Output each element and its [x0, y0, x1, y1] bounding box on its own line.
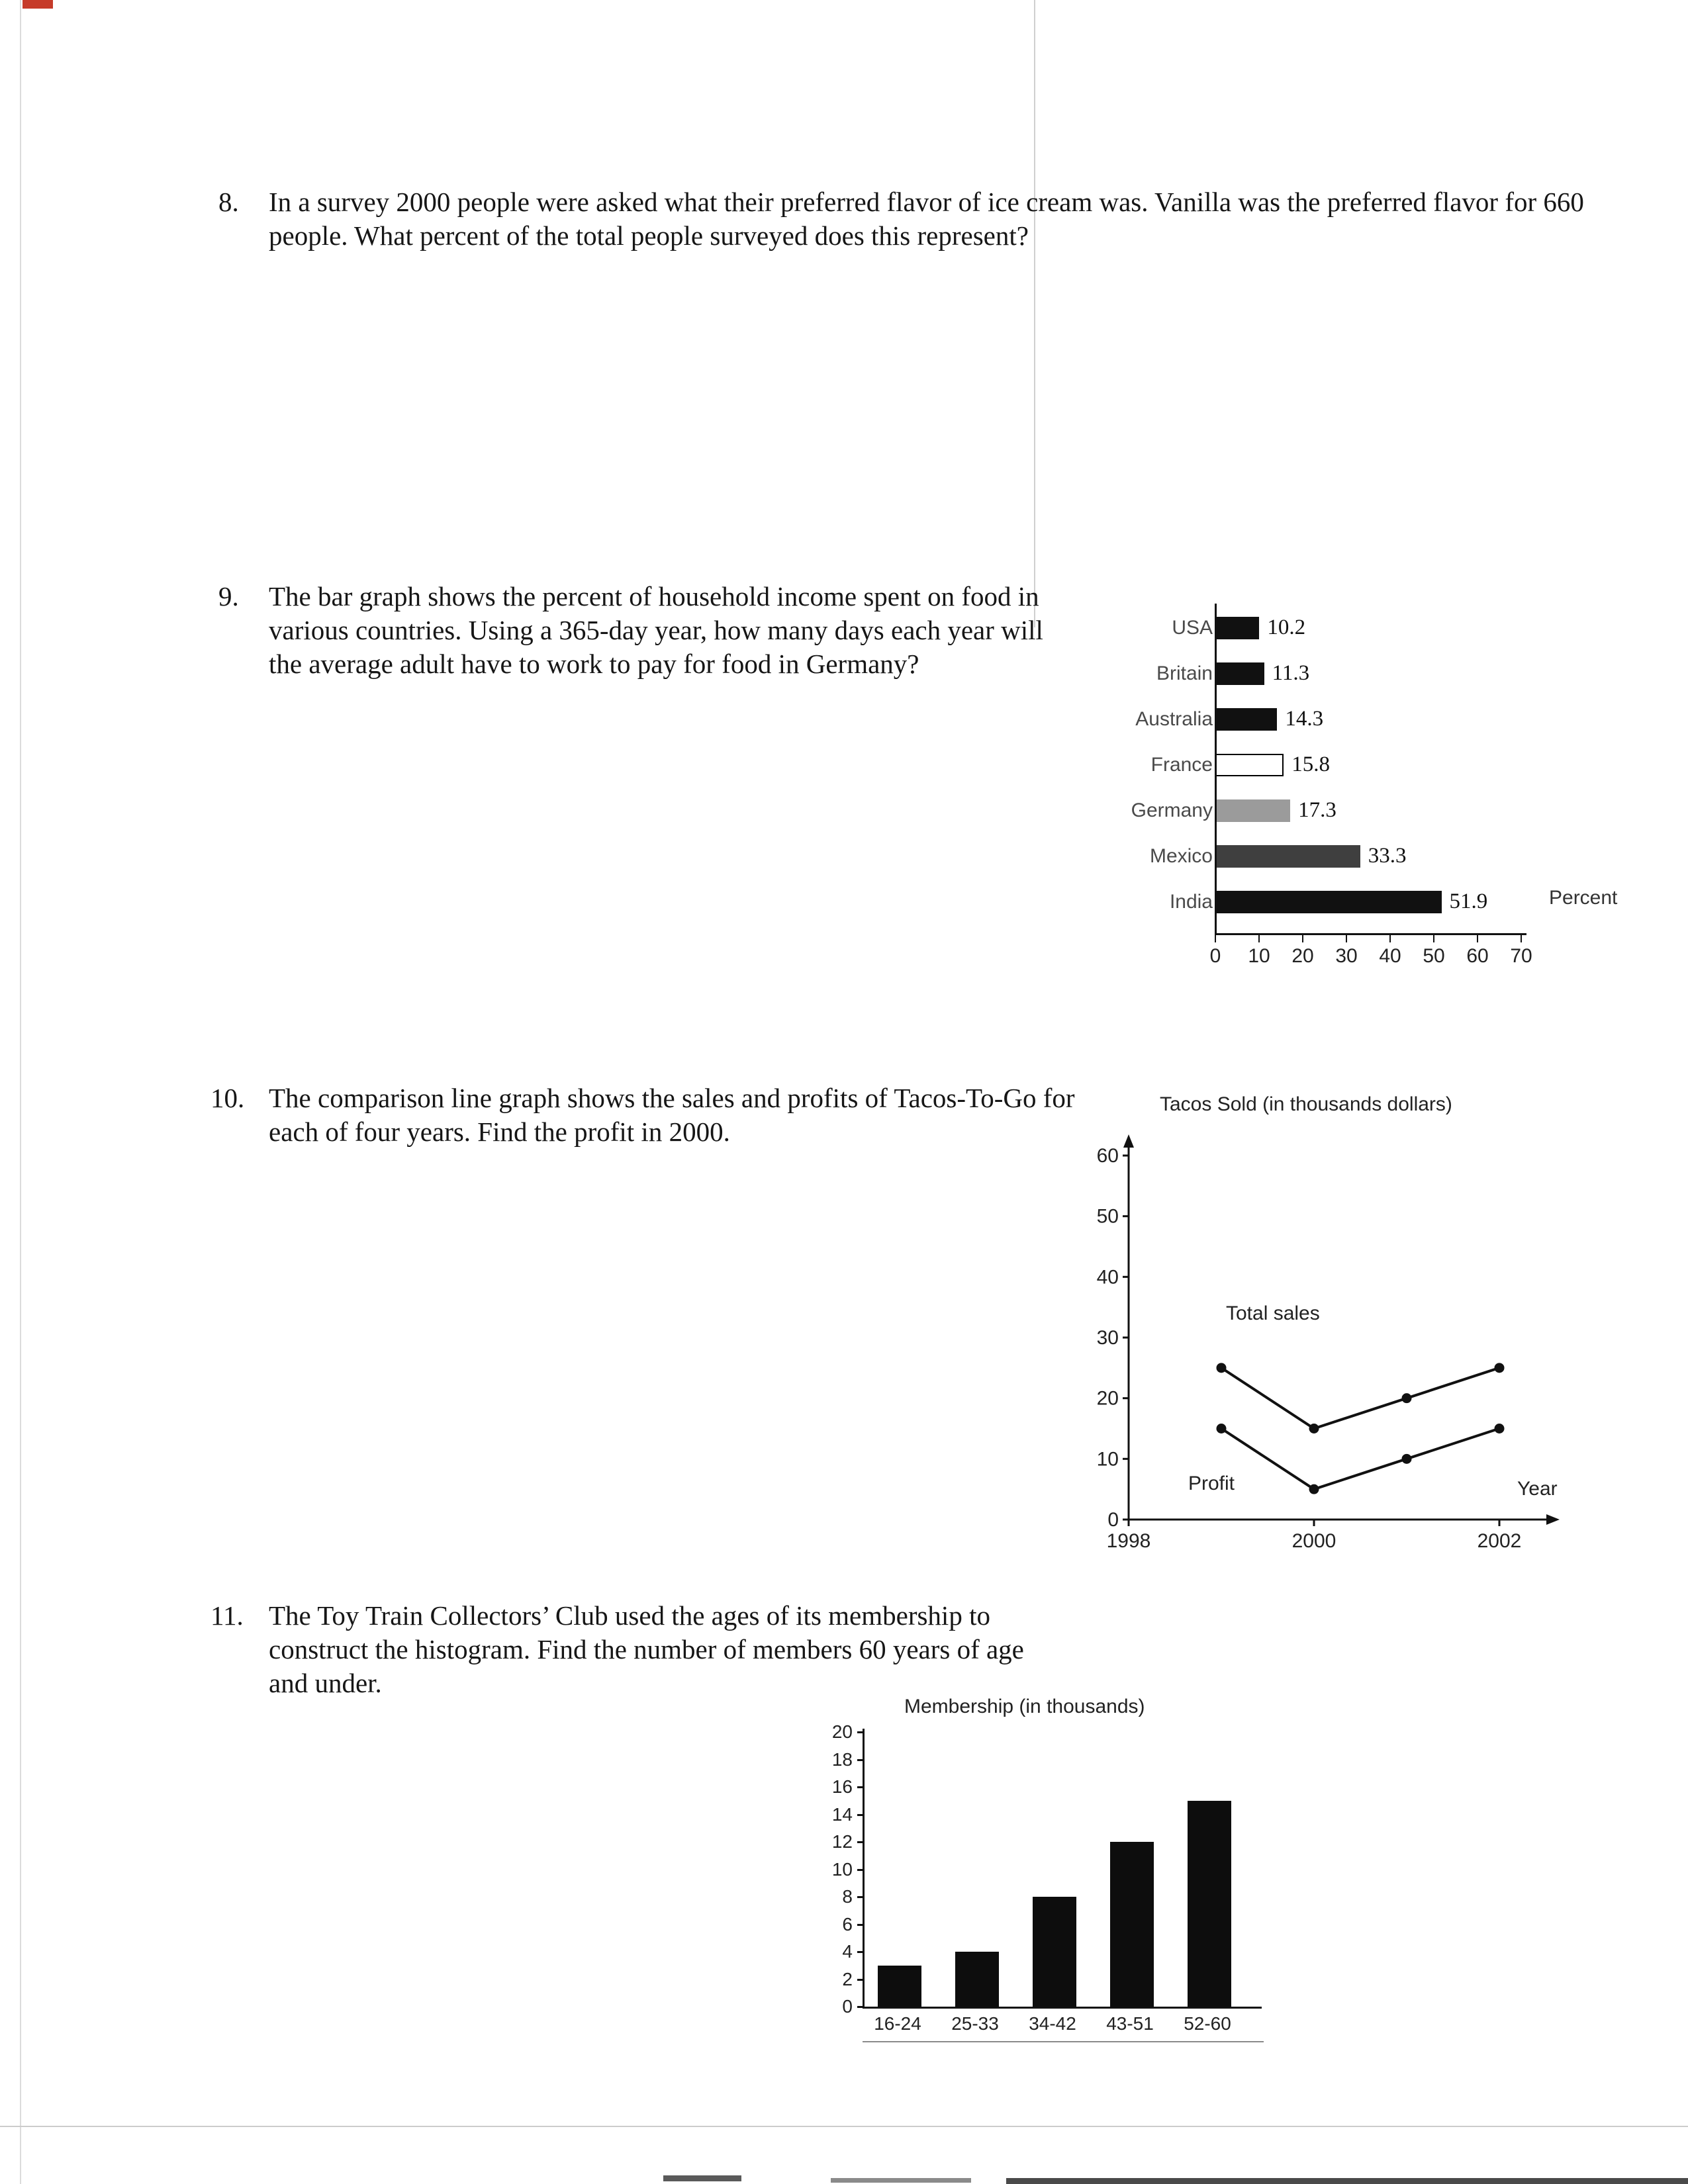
bar-row [1119, 651, 1648, 696]
data-point [1402, 1454, 1412, 1464]
axis-tick-label: 30 [1335, 945, 1358, 967]
x-category-label: 52-60 [1184, 2013, 1231, 2034]
bar-row [1119, 788, 1648, 833]
question-9 [218, 580, 1056, 681]
question-11-number: 11. [211, 1600, 244, 1631]
histogram-bar [955, 1952, 999, 2007]
y-tick [857, 1924, 863, 1926]
axis-tick [1477, 935, 1478, 942]
bar-row [1119, 696, 1648, 742]
category-label: France [1150, 753, 1213, 776]
bar [1215, 662, 1264, 685]
series-label-profit: Profit [1188, 1473, 1235, 1494]
scan-fold-line [1034, 0, 1035, 627]
category-label: USA [1172, 616, 1213, 639]
question-9-text: The bar graph shows the percent of household income spent on food in various countries. Using a 365-day year, how many days each year will the average adult have to work to pay for food in Germany? [269, 581, 1043, 679]
category-label: Mexico [1149, 844, 1213, 867]
question-8-text: In a survey 2000 people were asked what their preferred flavor of ice cream was. Vanilla was the preferred flavor for 660 people. What percent of the total people surveyed does this represent? [269, 187, 1584, 251]
scan-bottom-mark [831, 2178, 971, 2183]
x-axis-label: Year [1517, 1478, 1558, 1500]
series-line [1221, 1429, 1499, 1490]
value-label: 11.3 [1272, 661, 1310, 685]
y-tick [857, 1869, 863, 1871]
category-label: India [1169, 890, 1213, 913]
y-tick-label: 4 [842, 1941, 853, 1962]
value-label: 10.2 [1267, 615, 1306, 639]
axis-tick [1215, 935, 1216, 942]
bar-row [1119, 833, 1648, 879]
axis-tick-label: 10 [1248, 945, 1270, 967]
y-tick [857, 1896, 863, 1898]
axis-tick [1521, 935, 1522, 942]
category-label: Germany [1131, 799, 1213, 821]
histogram-bar [878, 1966, 921, 2007]
data-point [1309, 1484, 1319, 1494]
y-axis-line [1215, 604, 1217, 935]
axis-tick-label: 40 [1379, 945, 1401, 967]
axis-tick [1346, 935, 1347, 942]
x-category-label: 34-42 [1029, 2013, 1076, 2034]
membership-histogram [813, 1688, 1356, 2058]
y-tick-label: 16 [831, 1776, 853, 1797]
x-axis-arrow [1546, 1514, 1560, 1525]
data-point [1495, 1424, 1505, 1433]
y-tick-label: 20 [1096, 1387, 1119, 1410]
x-category-label: 16-24 [874, 2013, 921, 2034]
y-tick-label: 18 [831, 1749, 853, 1770]
bar-row [1119, 742, 1648, 788]
y-tick-label: 2 [842, 1968, 853, 1989]
series-line [1221, 1368, 1499, 1429]
x-axis-label: Percent [1549, 887, 1618, 909]
histogram-bar [1110, 1842, 1154, 2007]
question-11 [211, 1599, 1037, 1700]
bar [1215, 845, 1360, 868]
y-tick-label: 12 [831, 1831, 853, 1852]
x-tick-label: 2000 [1291, 1530, 1336, 1552]
category-label: Australia [1135, 707, 1213, 730]
category-label: Britain [1156, 662, 1213, 684]
axis-tick-label: 50 [1423, 945, 1445, 967]
y-tick-label: 10 [831, 1858, 853, 1880]
question-11-text: The Toy Train Collectors’ Club used the ages of its membership to construct the histogram. Find the number of members 60 years of age and under. [269, 1600, 1024, 1698]
y-tick-label: 14 [831, 1803, 853, 1825]
axis-tick-label: 70 [1510, 945, 1532, 967]
axis-tick [1258, 935, 1260, 942]
bar [1215, 799, 1290, 822]
x-tick-label: 2002 [1477, 1530, 1522, 1552]
question-10 [211, 1081, 1083, 1149]
value-label: 51.9 [1449, 889, 1488, 913]
y-tick-label: 50 [1096, 1205, 1119, 1228]
histogram-bar [1188, 1801, 1231, 2007]
y-tick-label: 0 [1107, 1509, 1119, 1531]
bar-row [1119, 605, 1648, 651]
value-label: 17.3 [1298, 798, 1336, 822]
data-point [1495, 1363, 1505, 1373]
bar-rows [1119, 605, 1648, 925]
question-8-number: 8. [218, 187, 239, 217]
scan-bottom-mark [663, 2175, 741, 2181]
y-tick-label: 10 [1096, 1448, 1119, 1471]
axis-tick-label: 20 [1291, 945, 1314, 967]
question-9-number: 9. [218, 581, 239, 612]
data-point [1402, 1393, 1412, 1403]
x-category-label: 25-33 [951, 2013, 999, 2034]
scan-bottom-mark [1006, 2178, 1688, 2184]
series-label-total-sales: Total sales [1226, 1302, 1320, 1324]
x-tick-label: 1998 [1106, 1530, 1151, 1552]
chart-title: Tacos Sold (in thousands dollars) [1160, 1093, 1452, 1115]
value-label: 33.3 [1368, 844, 1407, 868]
y-tick-label: 30 [1096, 1327, 1119, 1349]
data-point [1217, 1363, 1227, 1373]
axis-tick [1302, 935, 1303, 942]
y-tick [857, 1786, 863, 1788]
y-tick [857, 1814, 863, 1816]
income-bar-chart [1119, 597, 1648, 981]
x-axis-underline [863, 2041, 1264, 2042]
bar [1215, 708, 1277, 731]
axis-tick-label: 60 [1466, 945, 1489, 967]
y-axis-arrow [1123, 1134, 1134, 1148]
chart-title: Membership (in thousands) [904, 1696, 1145, 1717]
y-tick-label: 6 [842, 1913, 853, 1934]
value-label: 15.8 [1291, 752, 1331, 776]
y-tick [857, 1841, 863, 1843]
axis-tick-label: 0 [1209, 945, 1221, 967]
y-tick-label: 40 [1096, 1266, 1119, 1289]
y-tick [857, 2006, 863, 2008]
question-10-number: 10. [211, 1083, 245, 1113]
bar [1215, 617, 1259, 639]
question-8 [218, 185, 1586, 253]
histogram-plot-area [863, 1729, 1262, 2009]
bar [1215, 754, 1284, 776]
value-label: 14.3 [1285, 707, 1324, 731]
y-tick-label: 0 [842, 1996, 853, 2017]
bar [1215, 891, 1442, 913]
question-10-text: The comparison line graph shows the sales and profits of Tacos-To-Go for each of four years. Find the profit in 2000. [269, 1083, 1075, 1147]
x-axis [1209, 933, 1532, 972]
y-tick [857, 1731, 863, 1733]
histogram-bar [1033, 1897, 1076, 2007]
scan-bottom-line [0, 2126, 1688, 2127]
axis-tick [1433, 935, 1434, 942]
y-tick-label: 8 [842, 1886, 853, 1907]
y-tick [857, 1979, 863, 1981]
scan-left-edge [20, 0, 21, 2184]
data-point [1309, 1424, 1319, 1433]
y-tick [857, 1759, 863, 1761]
scan-red-mark [23, 0, 53, 9]
y-tick-label: 60 [1096, 1145, 1119, 1167]
axis-tick [1389, 935, 1391, 942]
data-point [1217, 1424, 1227, 1433]
x-category-label: 43-51 [1106, 2013, 1154, 2034]
tacos-line-chart [1086, 1084, 1595, 1567]
y-tick-label: 20 [831, 1721, 853, 1742]
y-tick [857, 1951, 863, 1953]
